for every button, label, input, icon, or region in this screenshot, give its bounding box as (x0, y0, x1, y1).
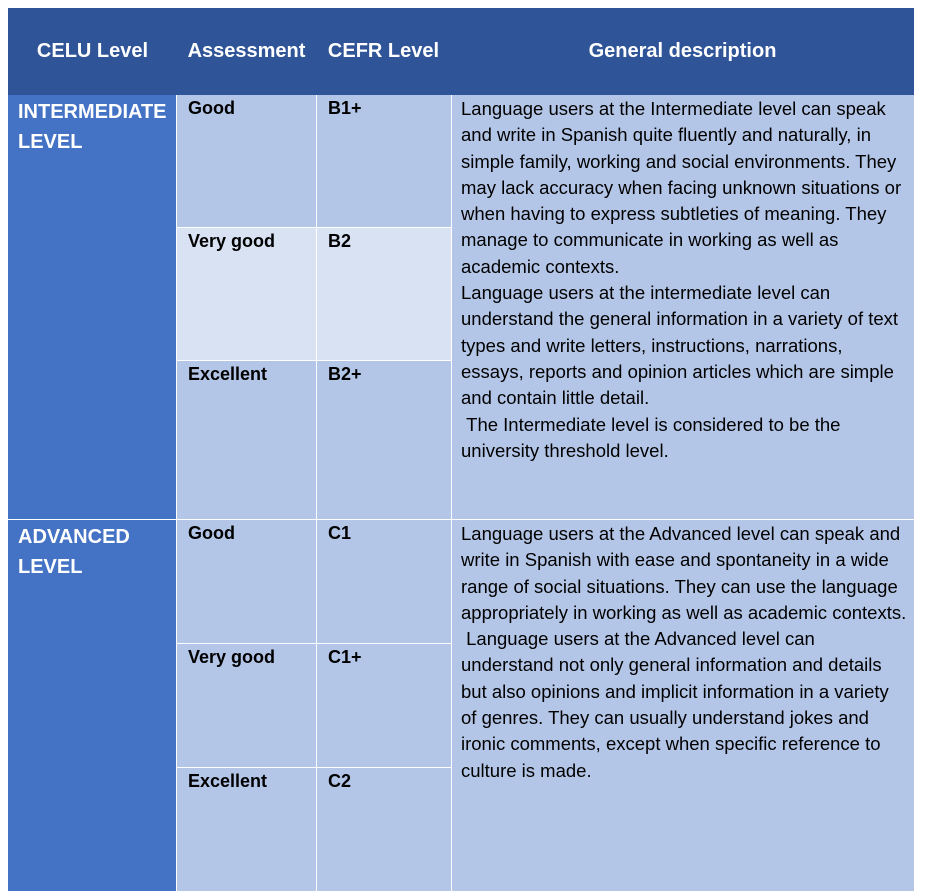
advanced-row-1-assessment (177, 519, 316, 643)
advanced-row-2-cefr (316, 643, 451, 767)
cefr-text: C1+ (328, 647, 362, 667)
assessment-text: Excellent (188, 771, 268, 791)
assessment-text: Good (188, 523, 235, 543)
intermediate-level-cell (8, 95, 177, 519)
intermediate-level-label-line2: LEVEL (18, 131, 83, 153)
header-general-description-text: General description (588, 40, 777, 62)
celu-cefr-table (8, 8, 914, 891)
assessment-text: Very good (188, 647, 276, 667)
intermediate-description-paragraph-2: Language users at the intermediate level can understand the general information in a variety of text types and write letters, instructions, narrations, essays, reports and opinion articles which are simple and contain little detail. (461, 282, 899, 409)
cefr-text: B2+ (328, 364, 362, 384)
cefr-text: C1 (328, 523, 352, 543)
cefr-text: B1+ (328, 98, 362, 118)
assessment-text: Excellent (188, 364, 268, 384)
header-assessment-text: Assessment (187, 40, 306, 62)
advanced-row-3-cefr (316, 767, 451, 891)
advanced-row-3-assessment (177, 767, 316, 891)
advanced-row-2-assessment (177, 643, 316, 767)
intermediate-description-paragraph-1: Language users at the Intermediate level can speak and write in Spanish quite fluently and naturally, in simple family, working and social environments. They may lack accuracy when facing unknown situations or when having to express subtleties of meaning. They manage to communicate in working as well as academic contexts. (461, 98, 902, 277)
cefr-text: C2 (328, 771, 352, 791)
advanced-description (451, 519, 914, 891)
intermediate-row-1-cefr (316, 95, 451, 227)
intermediate-description-paragraph-3: The Intermediate level is considered to be the university threshold level. (461, 413, 846, 461)
header-celu-level-text: CELU Level (36, 40, 149, 62)
advanced-description-paragraph-1: Language users at the Advanced level can speak and write in Spanish with ease and spontaneity in a wide range of social situations. They can use the language appropriately in working as well as academic contexts. (461, 523, 907, 623)
intermediate-row-3-cefr (316, 360, 451, 519)
intermediate-row-1-assessment (177, 95, 316, 227)
header-cefr-level (316, 8, 451, 95)
intermediate-row-2-cefr (316, 227, 451, 360)
header-general-description (451, 8, 914, 95)
intermediate-description (451, 95, 914, 519)
cefr-text: B2 (328, 231, 352, 251)
intermediate-row-3-assessment (177, 360, 316, 519)
advanced-description-paragraph-2: Language users at the Advanced level can understand not only general information and details but also opinions and implicit information in a variety of genres. They can usually understand jokes and ironic comments, except when specific reference to culture is made. (461, 628, 894, 781)
assessment-text: Very good (188, 231, 276, 251)
header-celu-level (8, 8, 177, 95)
advanced-row-1-cefr (316, 519, 451, 643)
advanced-level-label-line1: ADVANCED (18, 526, 130, 548)
advanced-level-cell (8, 519, 177, 891)
intermediate-level-label-line1: INTERMEDIATE (18, 101, 167, 123)
advanced-level-label-line2: LEVEL (18, 556, 83, 578)
intermediate-row-2-assessment (177, 227, 316, 360)
header-assessment (177, 8, 316, 95)
header-cefr-level-text: CEFR Level (327, 40, 440, 62)
assessment-text: Good (188, 98, 235, 118)
